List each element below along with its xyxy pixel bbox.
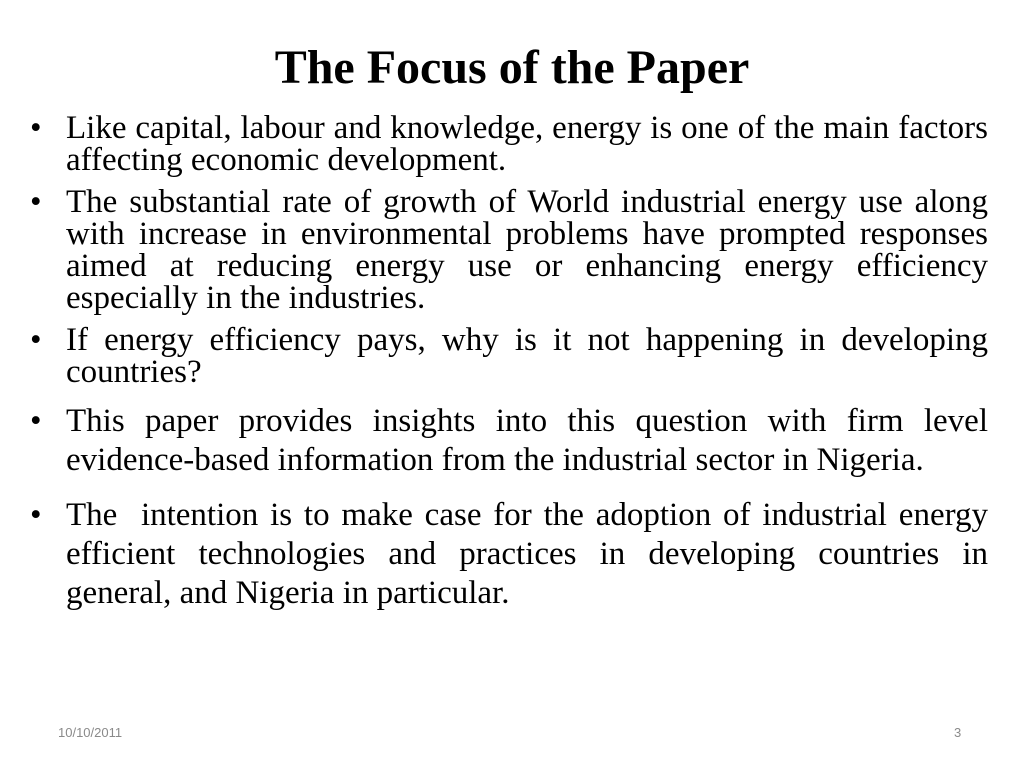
footer-date: 10/10/2011 [58, 725, 123, 740]
bullet-text: This paper provides insights into this question with firm level evidence-based information from the industrial sector in Nigeria. [66, 403, 988, 478]
bullet-icon: • [30, 322, 42, 358]
slide-title: The Focus of the Paper [274, 41, 750, 94]
bullet-text: The substantial rate of growth of World industrial energy use along with increase in environmental problems have prompted responses aimed at reducing energy use or enhancing energy efficiency especially in the industries. [66, 184, 988, 316]
slide-number: 3 [954, 725, 962, 740]
bullet-item [30, 496, 997, 613]
bullet-item [30, 112, 988, 176]
bullet-text: Like capital, labour and knowledge, energy is one of the main factors affecting economic development. [66, 110, 988, 178]
bullet-icon: • [30, 110, 42, 146]
bullet-text: The intention is to make case for the adoption of industrial energy efficient technologies and practices in developing countries in general, and Nigeria in particular. [66, 497, 997, 611]
bullet-item [30, 402, 988, 480]
bullet-icon: • [30, 403, 42, 439]
bullet-icon: • [30, 497, 42, 533]
bullet-text: If energy efficiency pays, why is it not happening in developing countries? [66, 322, 988, 390]
bullet-icon: • [30, 184, 42, 220]
bullet-list [30, 110, 997, 613]
bullet-item [30, 324, 988, 388]
bullet-item [30, 186, 988, 314]
